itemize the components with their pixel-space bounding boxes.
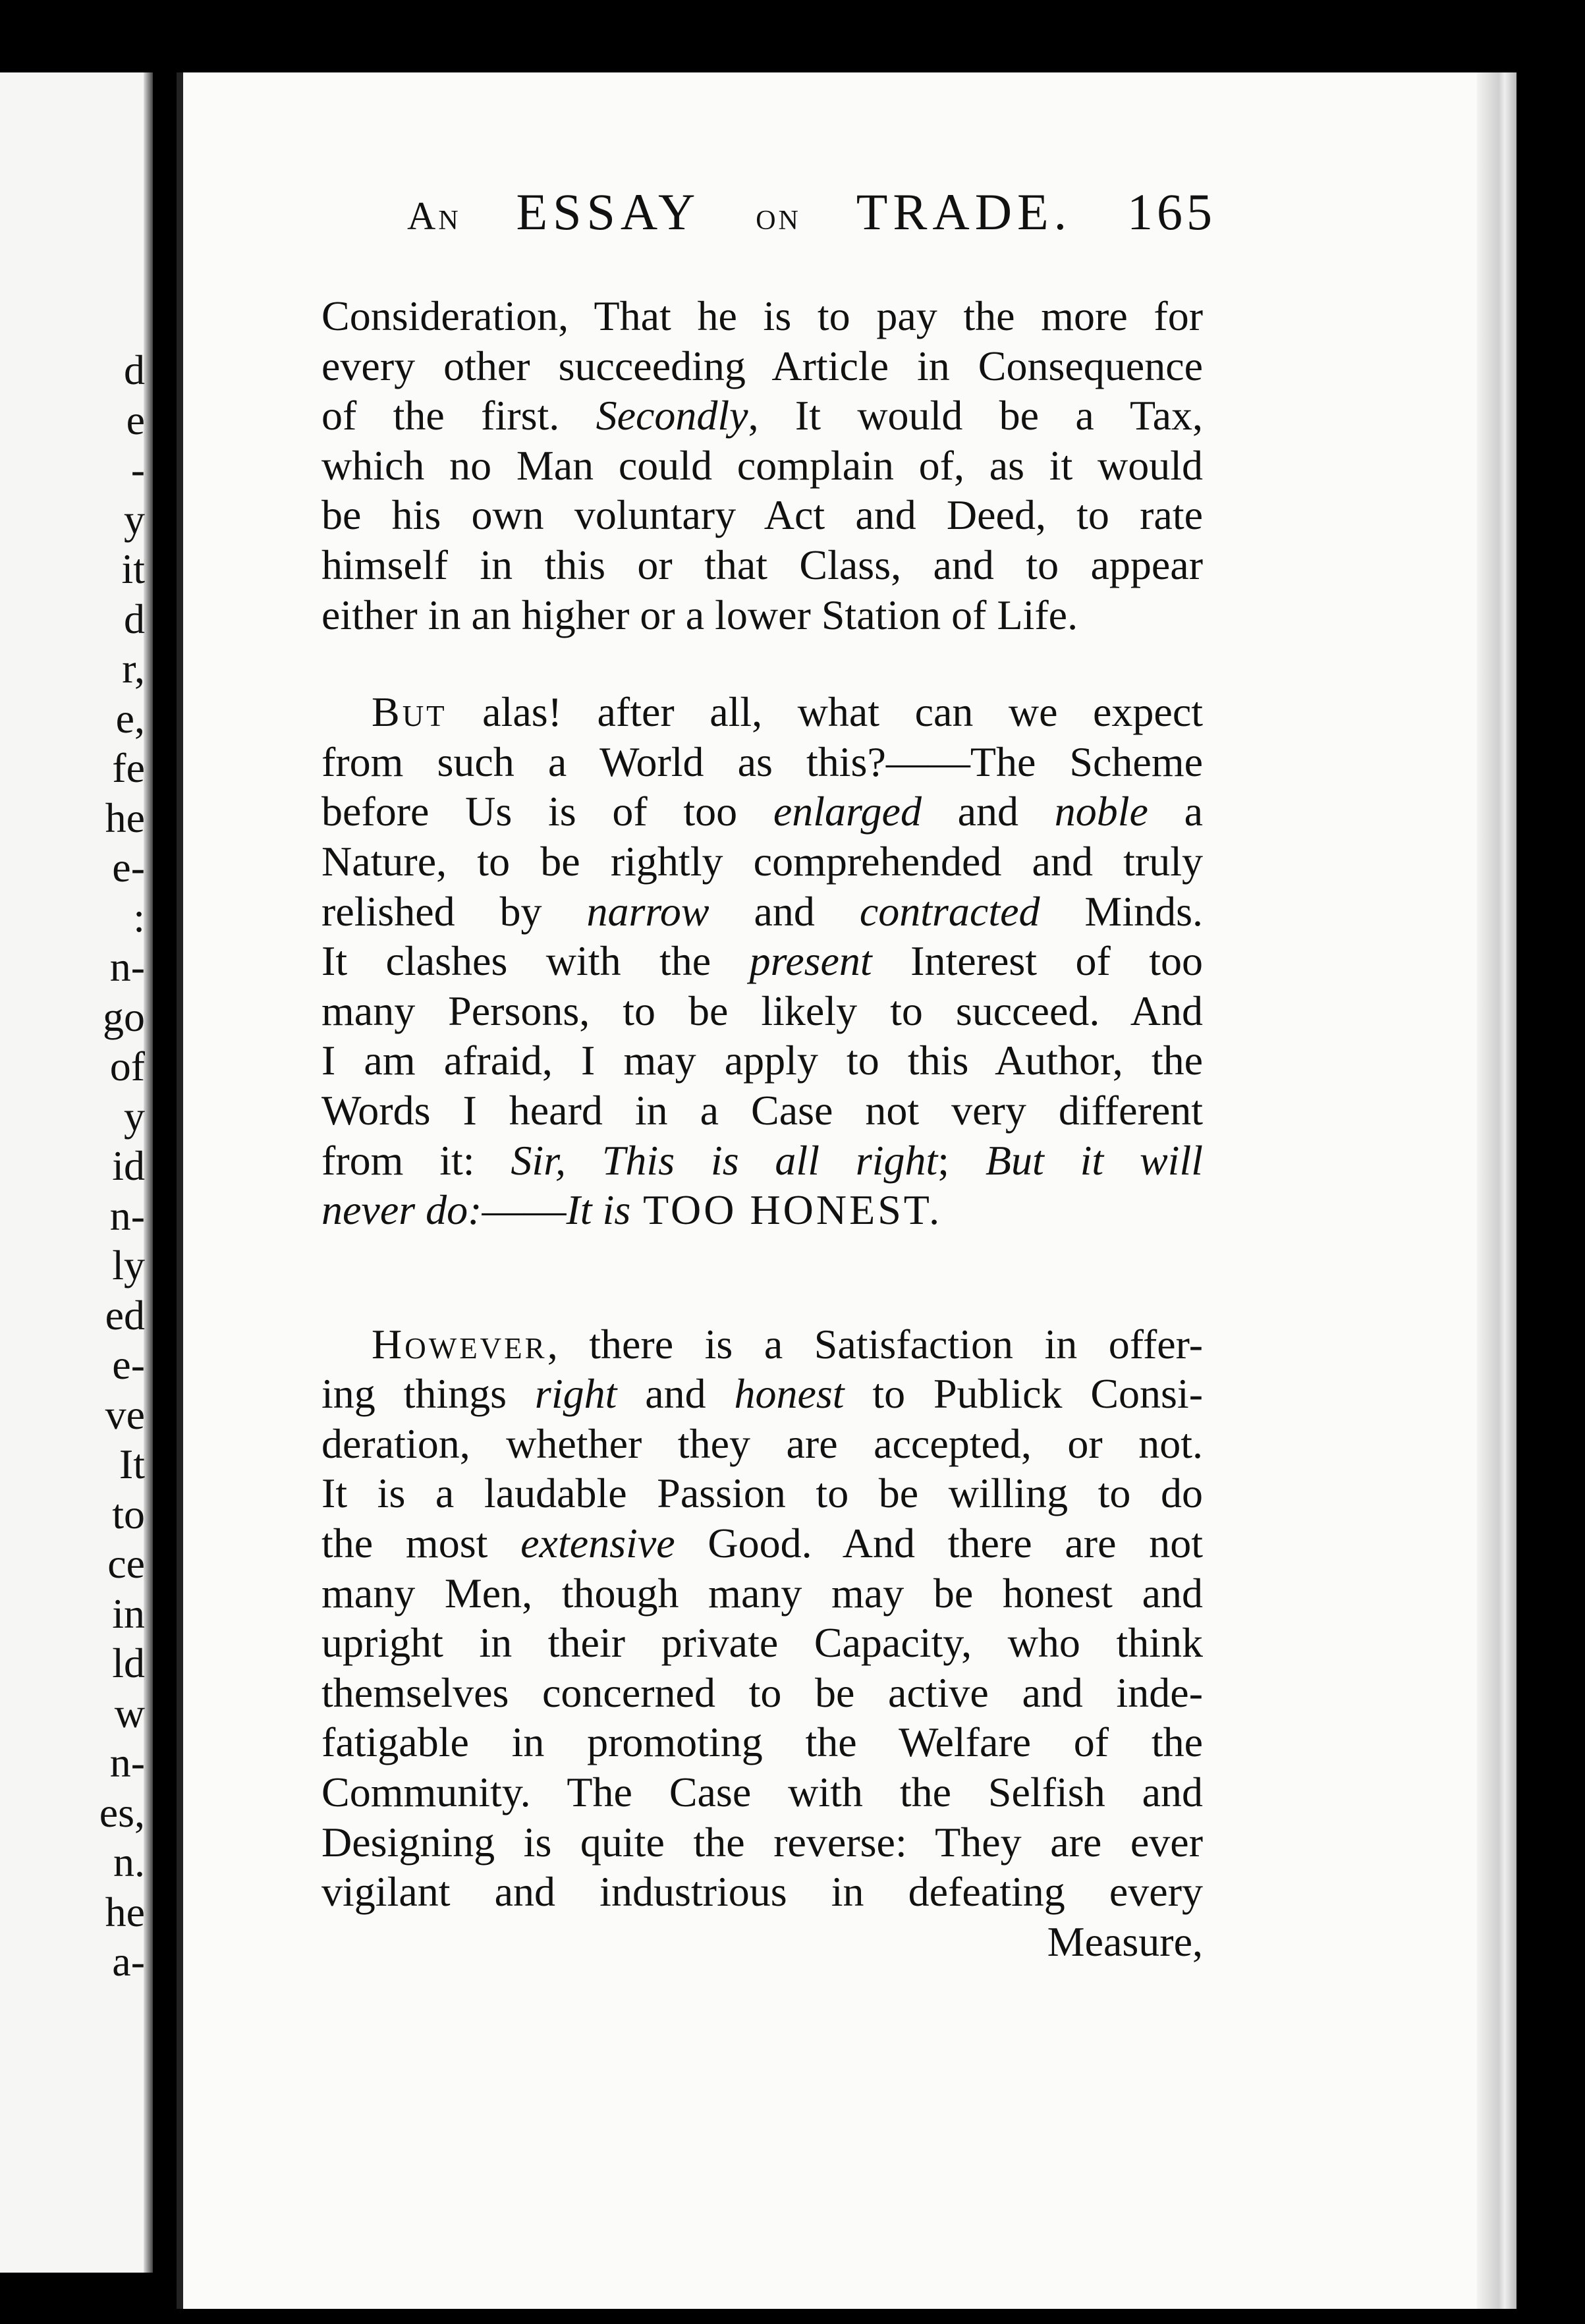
text-segment: and xyxy=(617,1370,735,1418)
text-line: which no Man could complain of, as it would xyxy=(321,441,1203,489)
text-segment: extensive xyxy=(520,1520,675,1567)
facing-page-fragment: n- xyxy=(109,943,145,990)
facing-page-fragment: e- xyxy=(112,1341,145,1388)
text-line xyxy=(321,1185,1203,1235)
facing-page-fragment: d xyxy=(124,595,145,642)
text-segment: and xyxy=(709,887,860,935)
facing-page-fragment: ly xyxy=(112,1242,145,1288)
facing-page-fragment: e, xyxy=(115,694,145,742)
text-segment: Interest of too xyxy=(872,937,1204,985)
text-line: many Persons, to be likely to succeed. And xyxy=(321,987,1203,1034)
text-line xyxy=(321,936,1203,986)
paragraph-2 xyxy=(321,687,1203,1235)
page-gutter xyxy=(177,72,183,2309)
facing-page-fragment: e xyxy=(126,396,145,443)
facing-page-fragment: es, xyxy=(99,1788,145,1836)
text-line xyxy=(321,1136,1203,1186)
text-line: Community. The Case with the Selfish and xyxy=(321,1769,1203,1816)
page-edge-shadow xyxy=(144,72,153,2273)
facing-page-fragment: of xyxy=(109,1043,145,1090)
text-line xyxy=(321,887,1203,937)
text-segment: Sir, This is all right xyxy=(511,1136,938,1184)
text-segment: before Us is of too xyxy=(321,788,773,835)
text-segment: —— xyxy=(482,1186,567,1234)
text-segment: and xyxy=(921,788,1055,835)
facing-page-fragment: it xyxy=(121,545,145,592)
facing-page-fragment: id xyxy=(112,1142,145,1189)
facing-page-fragment: ld xyxy=(112,1640,145,1686)
text-line: deration, whether they are accepted, or not. xyxy=(321,1420,1203,1467)
text-line: Nature, to be rightly comprehended and truly xyxy=(321,837,1203,885)
text-segment: honest xyxy=(734,1370,845,1418)
text-segment: But xyxy=(372,688,447,736)
text-line xyxy=(321,1319,1203,1370)
text-segment: But it will xyxy=(985,1136,1204,1184)
facing-page-fragment: e- xyxy=(112,844,145,891)
facing-page-fragment: : xyxy=(133,893,145,941)
text-segment: to Publick Consi- xyxy=(844,1370,1204,1418)
text-line: It is a laudable Passion to be willing to do xyxy=(321,1470,1203,1517)
facing-page-fragment: ed xyxy=(105,1291,145,1339)
body-text xyxy=(321,291,1203,1966)
facing-page-fragment: to xyxy=(112,1490,145,1537)
facing-page-fragment: he xyxy=(105,1888,145,1935)
facing-page-fragment: It xyxy=(119,1441,145,1487)
text-line: vigilant and industrious in defeating every xyxy=(321,1868,1203,1916)
text-segment: However xyxy=(372,1320,547,1368)
text-segment: noble xyxy=(1054,788,1148,835)
text-line: Designing is quite the reverse: They are ever xyxy=(321,1818,1203,1866)
text-line xyxy=(321,1369,1203,1419)
text-segment: relished by xyxy=(321,887,587,935)
running-head-on: on xyxy=(756,194,801,238)
facing-page-fragment: n- xyxy=(109,1192,145,1239)
facing-page-fragment: go xyxy=(103,993,145,1040)
text-segment: Secondly xyxy=(596,392,748,439)
text-segment: ; xyxy=(937,1136,986,1184)
text-line: I am afraid, I may apply to this Author, the xyxy=(321,1037,1203,1084)
running-head-trade: TRADE. xyxy=(856,183,1072,240)
text-segment: It clashes with the xyxy=(321,937,750,985)
text-line xyxy=(321,1518,1203,1568)
text-line: from such a World as this?——The Scheme xyxy=(321,738,1203,785)
facing-page-fragment: y xyxy=(124,495,145,543)
text-segment: from it: xyxy=(321,1136,511,1184)
text-segment: , there is a Satisfaction in offer- xyxy=(547,1320,1203,1368)
text-segment: Good. And there are not xyxy=(675,1520,1204,1567)
text-segment: alas! after all, what can we expect xyxy=(447,688,1203,736)
facing-page-fragment: d xyxy=(124,346,145,393)
text-line xyxy=(321,391,1203,441)
text-segment: a xyxy=(1148,788,1204,835)
text-segment: present xyxy=(749,937,872,985)
paragraph-1 xyxy=(321,291,1203,640)
text-segment: TOO HONEST. xyxy=(630,1186,943,1234)
facing-page-fragment: in xyxy=(112,1590,145,1637)
text-line: many Men, though many may be honest and xyxy=(321,1569,1203,1617)
text-segment: , It would be a Tax, xyxy=(748,392,1203,439)
running-head-essay: ESSAY xyxy=(516,183,701,240)
text-line: fatigable in promoting the Welfare of the xyxy=(321,1719,1203,1766)
catchword: Measure, xyxy=(1047,1918,1203,1965)
facing-page-left xyxy=(0,72,153,2273)
text-segment: never do: xyxy=(321,1186,482,1234)
facing-page-fragment: n- xyxy=(109,1739,145,1786)
page-number: 165 xyxy=(1126,183,1216,240)
text-segment: of the first. xyxy=(321,392,596,439)
facing-page-fragment: fe xyxy=(112,744,145,791)
facing-page-text-fragments xyxy=(0,345,145,1987)
facing-page-fragment: n. xyxy=(113,1839,145,1885)
facing-page-fragment: ce xyxy=(107,1540,145,1587)
running-head-an: An xyxy=(407,194,461,238)
text-line: himself in this or that Class, and to appear xyxy=(321,541,1203,588)
paragraph-3 xyxy=(321,1319,1203,1917)
facing-page-fragment: a- xyxy=(112,1938,145,1985)
text-line: either in an higher or a lower Station of Life. xyxy=(321,591,1078,638)
text-segment: contracted xyxy=(859,887,1040,935)
facing-page-fragment: ve xyxy=(105,1391,145,1438)
text-segment: Minds. xyxy=(1040,887,1204,935)
running-head xyxy=(407,182,1216,262)
text-line: be his own voluntary Act and Deed, to rate xyxy=(321,491,1203,539)
text-segment: It is xyxy=(566,1186,631,1234)
facing-page-fragment: w xyxy=(114,1689,145,1736)
text-line: every other succeeding Article in Consequence xyxy=(321,342,1203,389)
text-line xyxy=(321,687,1203,737)
text-line: upright in their private Capacity, who think xyxy=(321,1619,1203,1667)
text-segment: narrow xyxy=(586,887,709,935)
text-line: Consideration, That he is to pay the more for xyxy=(321,292,1203,339)
text-line: Words I heard in a Case not very different xyxy=(321,1086,1203,1134)
text-segment: ing things xyxy=(321,1370,535,1418)
text-segment: the most xyxy=(321,1520,521,1567)
text-line: themselves concerned to be active and inde- xyxy=(321,1669,1203,1716)
facing-page-fragment: he xyxy=(105,794,145,841)
text-segment: right xyxy=(534,1370,617,1418)
facing-page-fragment: y xyxy=(124,1092,145,1140)
text-line xyxy=(321,787,1203,837)
page-fore-edge xyxy=(1477,72,1516,2309)
text-segment: enlarged xyxy=(773,788,922,835)
facing-page-fragment: r, xyxy=(122,645,145,692)
facing-page-fragment: - xyxy=(130,446,145,493)
